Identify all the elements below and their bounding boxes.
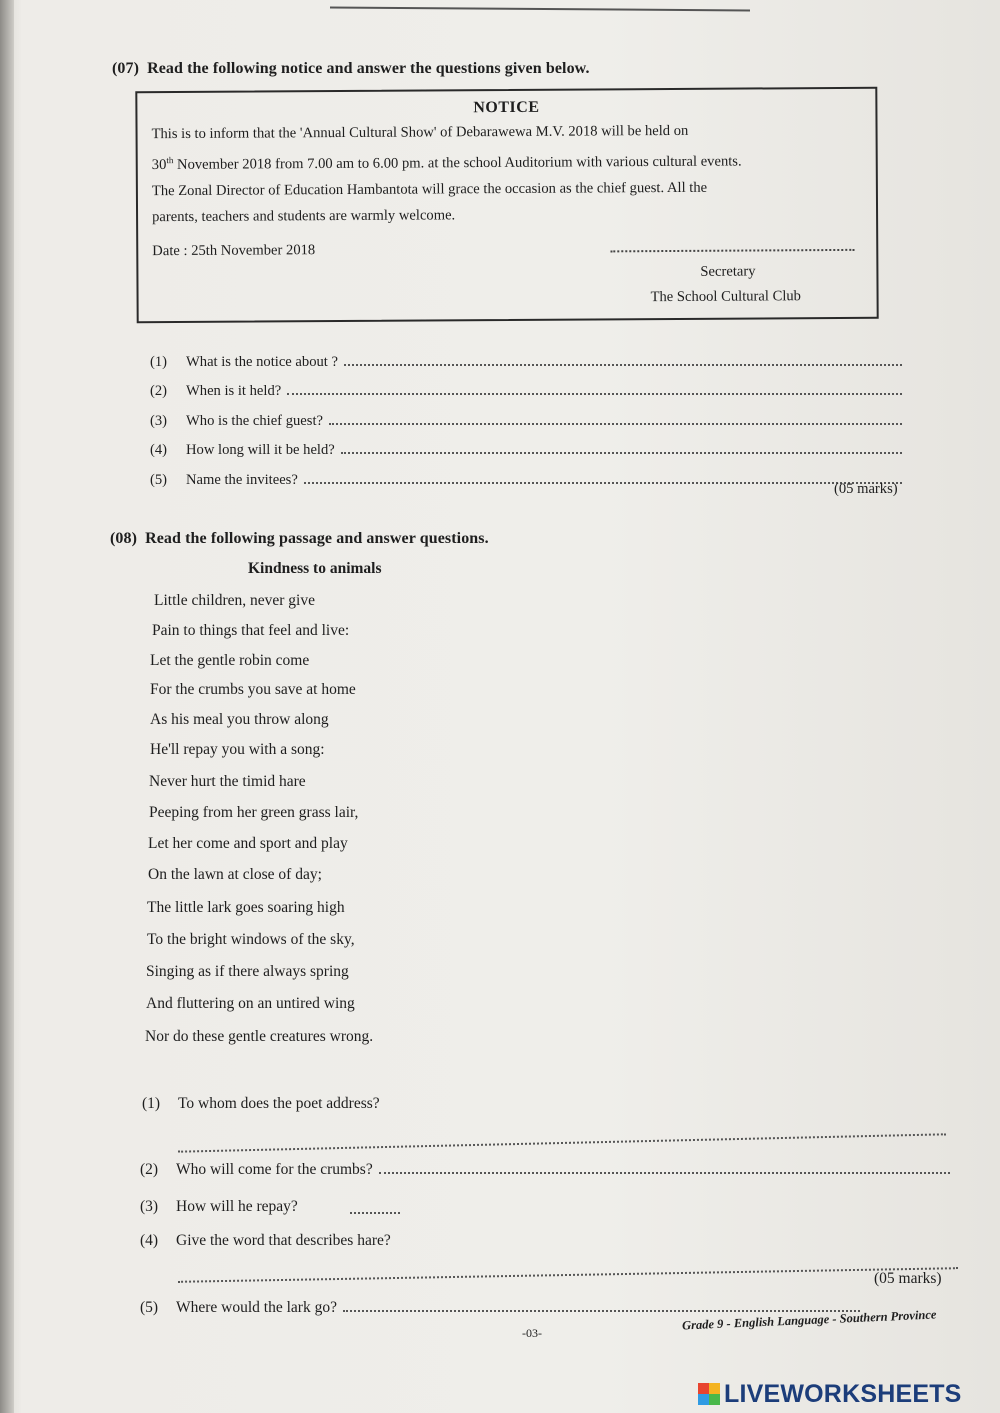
q8-question-1-number: (1) [142,1095,161,1112]
signature-line [610,249,854,252]
q8-answer-2-field[interactable] [379,1160,950,1174]
q7-question-1-text: What is the notice about ? [186,354,338,370]
q8-question-2 [140,1160,950,1179]
q8-heading-text: Read the following passage and answer questions. [145,530,489,547]
poem-line: And fluttering on an untired wing [146,995,355,1012]
poem-line: Little children, never give [154,592,315,609]
q7-heading [112,60,590,78]
notice-day-suffix: th [166,155,174,166]
liveworksheets-wordmark: LIVEWORKSHEETS [724,1379,962,1408]
logo-square-green [709,1394,720,1405]
poem-line: For the crumbs you save at home [150,681,356,698]
poem-line: He'll repay you with a song: [150,741,325,758]
q7-question-4-text: How long will it be held? [186,442,335,458]
q8-question-3-number: (3) [140,1198,159,1215]
q8-answer-3-field[interactable] [350,1212,400,1214]
notice-line-2-rest: November 2018 from 7.00 am to 6.00 pm. at the school Auditorium with various cultural events. [173,153,742,173]
q7-question-5 [150,470,902,489]
notice-box [135,87,878,324]
q8-question-5-text: Where would the lark go? [176,1299,337,1316]
poem-line: Nor do these gentle creatures wrong. [145,1028,374,1045]
poem-line: Let her come and sport and play [148,835,348,852]
poem-line: Pain to things that feel and live: [152,622,350,639]
poem-line: Never hurt the timid hare [149,773,306,790]
q7-question-2-number: (2) [150,383,168,399]
top-rule [330,7,750,12]
poem-line: As his meal you throw along [150,711,329,728]
q7-marks: (05 marks) [834,481,898,497]
q7-question-4-number: (4) [150,442,168,458]
q7-answer-2-field[interactable] [287,381,902,395]
q7-number: (07) [112,60,140,77]
q7-question-2-text: When is it held? [186,383,282,399]
poem-title: Kindness to animals [248,560,382,577]
logo-square-red [698,1383,709,1394]
logo-square-yellow [709,1383,720,1394]
q7-heading-text: Read the following notice and answer the questions given below. [147,60,590,77]
q7-question-3 [150,411,902,430]
q8-answer-5-field[interactable] [343,1298,860,1312]
q7-question-5-number: (5) [150,472,168,488]
notice-line-1: This is to inform that the 'Annual Cultural Show' of Debarawewa M.V. 2018 will be held on [151,122,689,143]
q7-question-3-text: Who is the chief guest? [186,413,323,429]
liveworksheets-brand[interactable] [698,1380,962,1408]
q7-question-1 [150,352,902,371]
q8-number: (08) [110,530,138,547]
notice-line-3: The Zonal Director of Education Hambantota will grace the occasion as the chief guest. All the [151,179,708,200]
notice-body [151,117,866,230]
notice-date: Date : 25th November 2018 [152,242,316,260]
q8-question-4 [140,1232,391,1250]
footer-title: Grade 9 - English Language - Southern Province [681,1307,937,1333]
page-number: -03- [522,1326,542,1340]
q8-question-2-text: Who will come for the crumbs? [176,1161,373,1178]
q7-answer-4-field[interactable] [341,440,902,454]
signature-role: Secretary [700,263,756,280]
q8-question-4-text: Give the word that describes hare? [176,1232,391,1249]
q8-question-3 [140,1198,298,1216]
q7-answer-3-field[interactable] [329,411,902,425]
liveworksheets-logo-icon [698,1383,720,1405]
q7-answer-1-field[interactable] [344,352,902,366]
q8-question-2-number: (2) [140,1161,159,1178]
poem-line: Peeping from her green grass lair, [149,804,359,821]
poem-line: To the bright windows of the sky, [147,931,355,948]
q8-question-4-number: (4) [140,1232,159,1249]
logo-square-blue [698,1394,709,1405]
q8-marks: (05 marks) [874,1270,942,1287]
q7-question-2 [150,381,902,400]
q8-answer-1-field[interactable] [178,1133,946,1152]
poem-line: On the lawn at close of day; [148,866,322,883]
notice-day: 30 [151,156,167,174]
poem-line: Singing as if there always spring [146,963,349,980]
q8-heading [110,530,489,548]
page-edge-shadow [0,0,14,1413]
signature-club: The School Cultural Club [650,288,802,306]
notice-title: NOTICE [473,98,540,117]
q8-question-1 [142,1095,380,1113]
poem-line: Let the gentle robin come [150,652,310,669]
q7-answer-5-field[interactable] [304,470,902,484]
q7-question-4 [150,440,902,459]
q8-question-3-text: How will he repay? [176,1198,298,1215]
q8-answer-4-field[interactable] [178,1267,958,1283]
notice-line-2 [152,143,866,178]
q8-question-5 [140,1298,860,1317]
q7-question-3-number: (3) [150,413,168,429]
q8-question-5-number: (5) [140,1299,159,1316]
q8-question-1-text: To whom does the poet address? [178,1095,380,1112]
q7-question-1-number: (1) [150,354,168,370]
notice-line-4: parents, teachers and students are warmly welcome. [152,207,456,226]
q7-question-5-text: Name the invitees? [186,472,298,488]
poem-line: The little lark goes soaring high [147,899,345,916]
